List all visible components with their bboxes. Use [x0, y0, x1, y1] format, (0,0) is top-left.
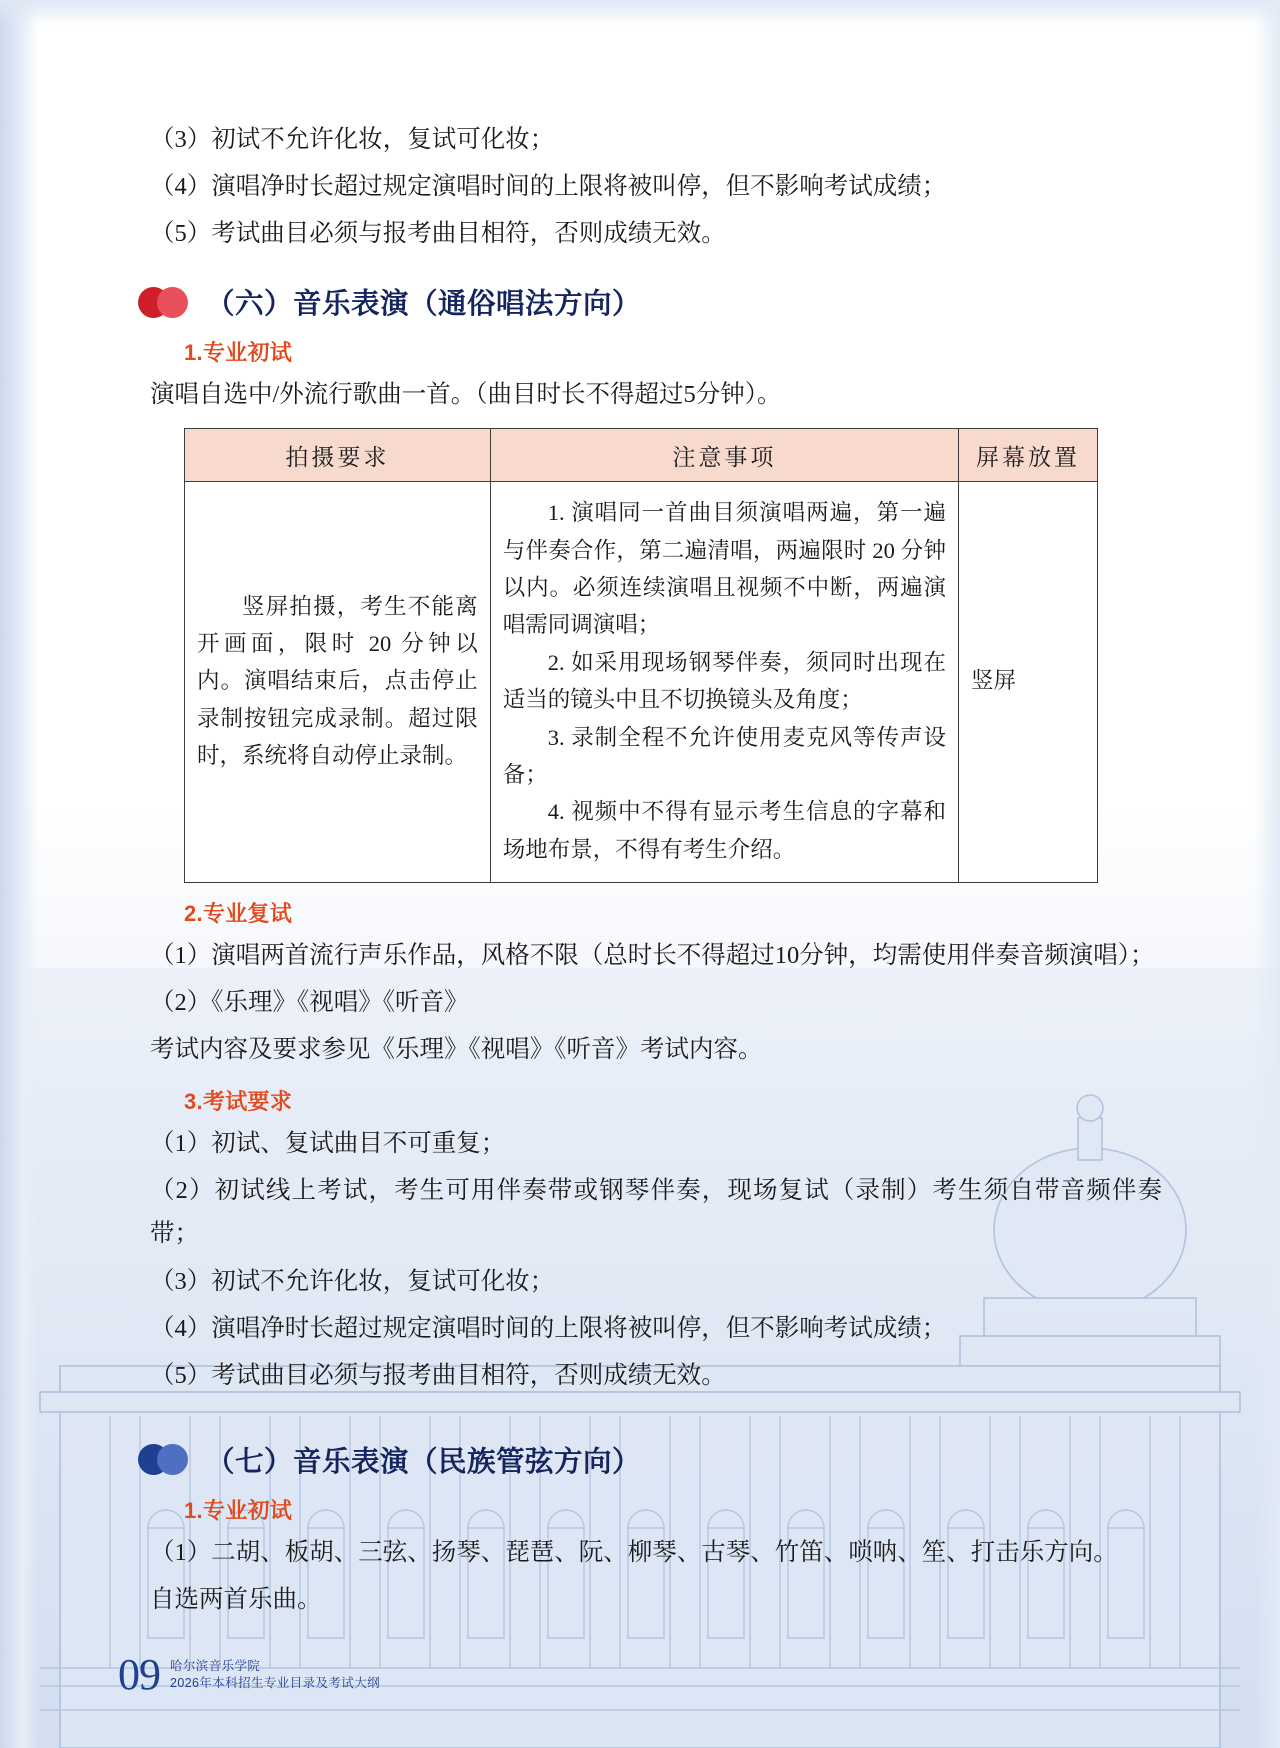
section-seven-sub1-heading: 1.专业初试 [184, 1497, 293, 1523]
shooting-text: 竖屏拍摄，考生不能离开画面，限时 20 分钟以内。演唱结束后，点击停止录制按钮完成录制。超过限时，系统将自动停止录制。 [197, 593, 478, 769]
section-six-sub2-heading: 2.专业复试 [184, 900, 293, 926]
double-circle-bullet-icon [138, 285, 206, 319]
section-seven-title: （七）音乐表演（民族管弦方向） [206, 1445, 642, 1478]
table-header-screen: 屏幕放置 [959, 429, 1098, 482]
top-item-1: （3）初试不允许化妆，复试可化妆； [150, 126, 555, 153]
page-footer [118, 1650, 381, 1700]
section-heading-six [150, 281, 1162, 322]
section-six-sub3-item-3: （3）初试不允许化妆，复试可化妆； [150, 1267, 555, 1295]
table-row [185, 482, 1098, 882]
section-six-title: （六）音乐表演（通俗唱法方向） [206, 288, 642, 321]
table-cell-shooting [185, 482, 491, 882]
note-4: 4. 视频中不得有显示考生信息的字幕和场地布景，不得有考生介绍。 [502, 799, 947, 862]
exam-requirements-table [184, 428, 1098, 882]
section-six-sub1-text: 演唱自选中/外流行歌曲一首。（曲目时长不得超过5分钟）。 [150, 381, 782, 409]
footer-text-block [170, 1658, 380, 1696]
section-six-sub3-item-1: （1）初试、复试曲目不可重复； [150, 1130, 506, 1158]
section-six-sub3-item-5: （5）考试曲目必须与报考曲目相符，否则成绩无效。 [150, 1361, 726, 1389]
table-cell-screen: 竖屏 [959, 482, 1098, 882]
page-number: 09 [118, 1650, 160, 1700]
section-six-sub3-item-2: （2）初试线上考试，考生可用伴奏带或钢琴伴奏，现场复试（录制）考生须自带音频伴奏带； [150, 1177, 1162, 1248]
top-item-2: （4）演唱净时长超过规定演唱时间的上限将被叫停，但不影响考试成绩； [150, 173, 947, 201]
table-cell-notes [490, 482, 958, 882]
section-six-sub1-heading: 1.专业初试 [184, 340, 293, 366]
footer-institution: 哈尔滨音乐学院 [170, 1659, 261, 1674]
section-six-sub3-item-4: （4）演唱净时长超过规定演唱时间的上限将被叫停，但不影响考试成绩； [150, 1314, 947, 1342]
table-header-shooting: 拍摄要求 [185, 429, 491, 482]
table-header-row [185, 429, 1098, 482]
section-six-sub3-heading: 3.考试要求 [184, 1089, 293, 1115]
section-seven-sub1-item-2: 自选两首乐曲。 [150, 1585, 322, 1613]
note-3: 3. 录制全程不允许使用麦克风等传声设备； [502, 724, 947, 787]
section-seven-sub1-item-1: （1）二胡、板胡、三弦、扬琴、琵琶、阮、柳琴、古琴、竹笛、唢呐、笙、打击乐方向。 [150, 1538, 1118, 1566]
note-2: 2. 如采用现场钢琴伴奏，须同时出现在适当的镜头中且不切换镜头及角度； [502, 649, 947, 713]
section-six-sub2-item-2: （2）《乐理》《视唱》《听音》 [150, 988, 469, 1016]
section-heading-seven [150, 1439, 1162, 1480]
top-item-3: （5）考试曲目必须与报考曲目相符，否则成绩无效。 [150, 220, 726, 248]
section-six-sub2-item-3: 考试内容及要求参见《乐理》《视唱》《听音》考试内容。 [150, 1036, 763, 1064]
footer-subtitle: 2026年本科招生专业目录及考试大纲 [170, 1676, 381, 1691]
table-header-notes: 注意事项 [490, 429, 958, 482]
section-six-sub2-item-1: （1）演唱两首流行声乐作品，风格不限（总时长不得超过10分钟，均需使用伴奏音频演唱）； [150, 941, 1155, 969]
note-1: 1. 演唱同一首曲目须演唱两遍，第一遍与伴奏合作，第二遍清唱，两遍限时 20 分钟以内。必须连续演唱且视频不中断，两遍演唱需同调演唱； [502, 500, 947, 638]
double-circle-bullet-icon [138, 1442, 206, 1476]
